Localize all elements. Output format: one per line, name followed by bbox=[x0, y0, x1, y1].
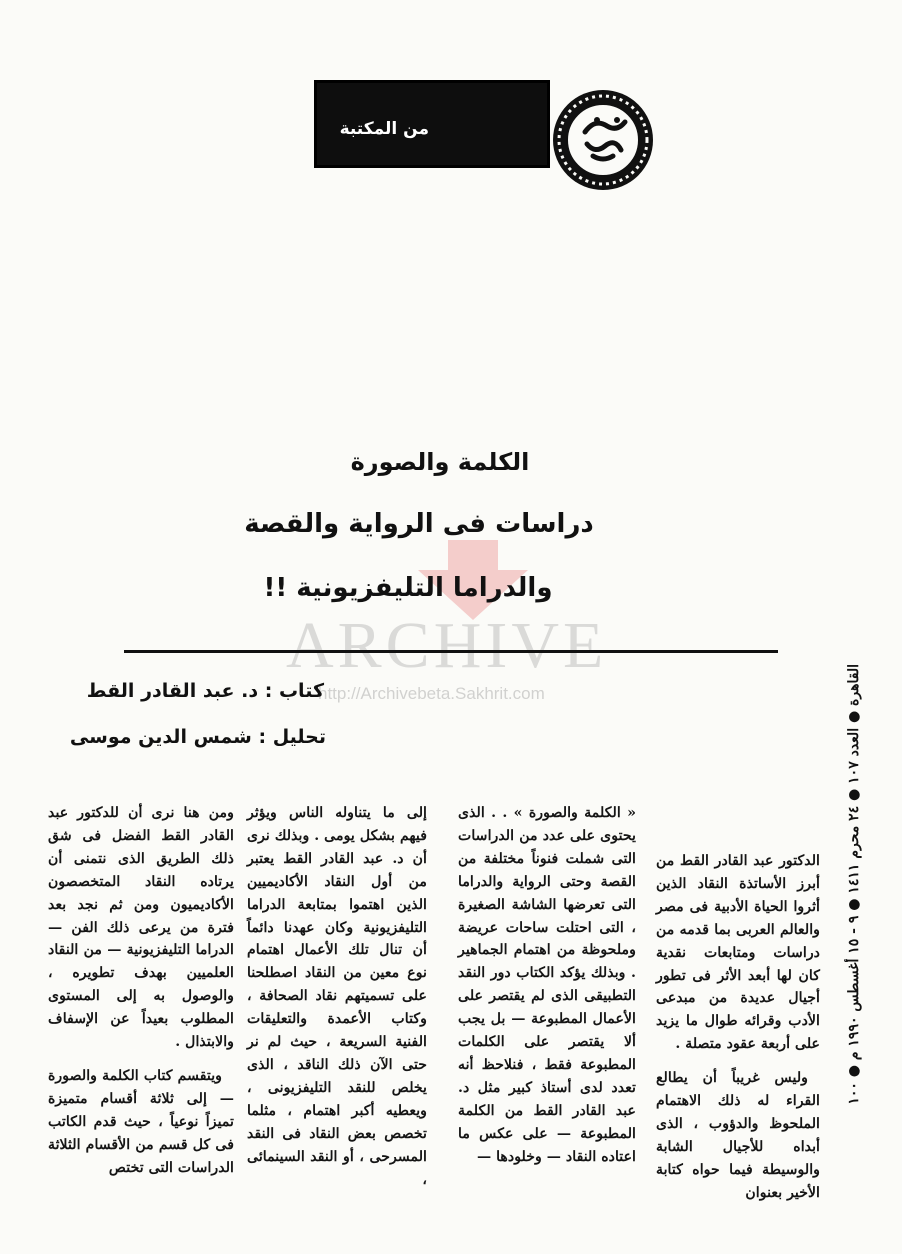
article-subtitle-line-2: والدراما التليفزيونية !! bbox=[263, 573, 553, 603]
body-column-1 bbox=[656, 850, 820, 1216]
analysis-credit bbox=[70, 726, 326, 748]
section-header-bar bbox=[314, 80, 550, 168]
body-column-3 bbox=[247, 802, 427, 1202]
author-credit bbox=[87, 680, 324, 702]
analysis-name: شمس الدين موسى bbox=[69, 726, 252, 748]
watermark-url: http://Archivebeta.Sakhrit.com bbox=[318, 684, 545, 703]
paragraph: إلى ما يتناوله الناس ويؤثر فيهم بشكل يومى . وبذلك نرى أن د. عبد القادر القط يعتبر من أول النقاد الأكاديميين الذين اهتموا بمتابعة الدراما التليفزيونية وكان عهدنا دائماً أن تنال تلك الأعمال اهتمام نوع معين من النقاد اصطلحنا على تسميتهم نقاد الصحافة ، وكتاب الأعمدة والتعليقات الفنية السريعة ، حيث لم نر حتى الآن ذلك الناقد ، الذى يخلص للنقد التليفزيونى ، ويعطيه أكبر اهتمام ، مثلما تخصص بعض النقاد فى النقد المسرحى ، أو النقد السينمائى ، bbox=[247, 805, 427, 1188]
section-label: من المكتبة bbox=[339, 119, 429, 139]
paragraph: وليس غريباً أن يطالع القراء له ذلك الاهتمام الملحوظ والدؤوب ، الذى أبداه للأجيال الشابة والوسيطة فيما حواه كتابة الأخير بعنوان bbox=[656, 1070, 820, 1201]
paragraph: ويتقسم كتاب الكلمة والصورة — إلى ثلاثة أقسام متميزة تميزاً نوعياً ، حيث قدم الكاتب فى كل قسم من الأقسام الثلاثة الدراسات التى تختص bbox=[48, 1067, 234, 1176]
paragraph: الدكتور عبد القادر القط من أبرز الأساتذة النقاد الذين أثروا الحياة الأدبية فى مصر والعالم العربى بما قدمه من دراسات ومتابعات نقدية كان لها أبعد الأثر فى تطور أجيال عديدة من مبدعى الأدب وقرائه طوال ما يزيد على أربعة عقود متصلة . bbox=[656, 853, 820, 1053]
body-column-2 bbox=[458, 802, 636, 1180]
author-name: د. عبد القادر القط bbox=[86, 680, 259, 702]
title-divider bbox=[124, 650, 778, 653]
magazine-logo-seal bbox=[549, 86, 657, 194]
body-column-4 bbox=[48, 802, 234, 1191]
analysis-label: تحليل : bbox=[258, 726, 326, 748]
article-subtitle-line-1: دراسات فى الرواية والقصة bbox=[244, 509, 594, 539]
issue-info-vertical: القاهرة ● العدد ١٠٧ ● ٢٤ محرم ١٤١١ ● ٩ - ١٥ أغسطس ١٩٩٠ م ● ١٠٠ bbox=[846, 664, 862, 1105]
paragraph: « الكلمة والصورة » . . الذى يحتوى على عدد من الدراسات التى شملت فنوناً مختلفة من القصة وحتى الرواية والدراما التى تعرضها الشاشة الصغيرة ، التى احتلت ساحات عريضة وملحوظة من اهتمام الجماهير . وبذلك يؤكد الكتاب دور النقد التطبيقى الذى لم يقتصر على الأعمال المطبوعة — بل يجب ألا يقتصر على الكلمات المطبوعة فقط ، فنلاحظ أنه تعدد لدى أستاذ كبير مثل د. عبد القادر القط من الكلمة المطبوعة — على عكس ما اعتاده النقاد — وخلودها — bbox=[458, 805, 636, 1165]
article-title: الكلمة والصورة bbox=[350, 448, 530, 476]
watermark-text: ARCHIVE bbox=[286, 609, 608, 682]
paragraph: ومن هنا نرى أن للدكتور عبد القادر القط الفضل فى شق ذلك الطريق الذى نتمنى أن يرتاده النقاد المتخصصون الأكاديميون ومن ثم نجد بعد فترة من يرعى ذلك الفن — الدراما التليفزيونية — من النقاد العلميين بهدف تطويره ، والوصول به إلى المستوى المطلوب بعيداً عن الإسفاف والابتذال . bbox=[48, 805, 234, 1051]
author-label: كتاب : bbox=[264, 680, 324, 702]
